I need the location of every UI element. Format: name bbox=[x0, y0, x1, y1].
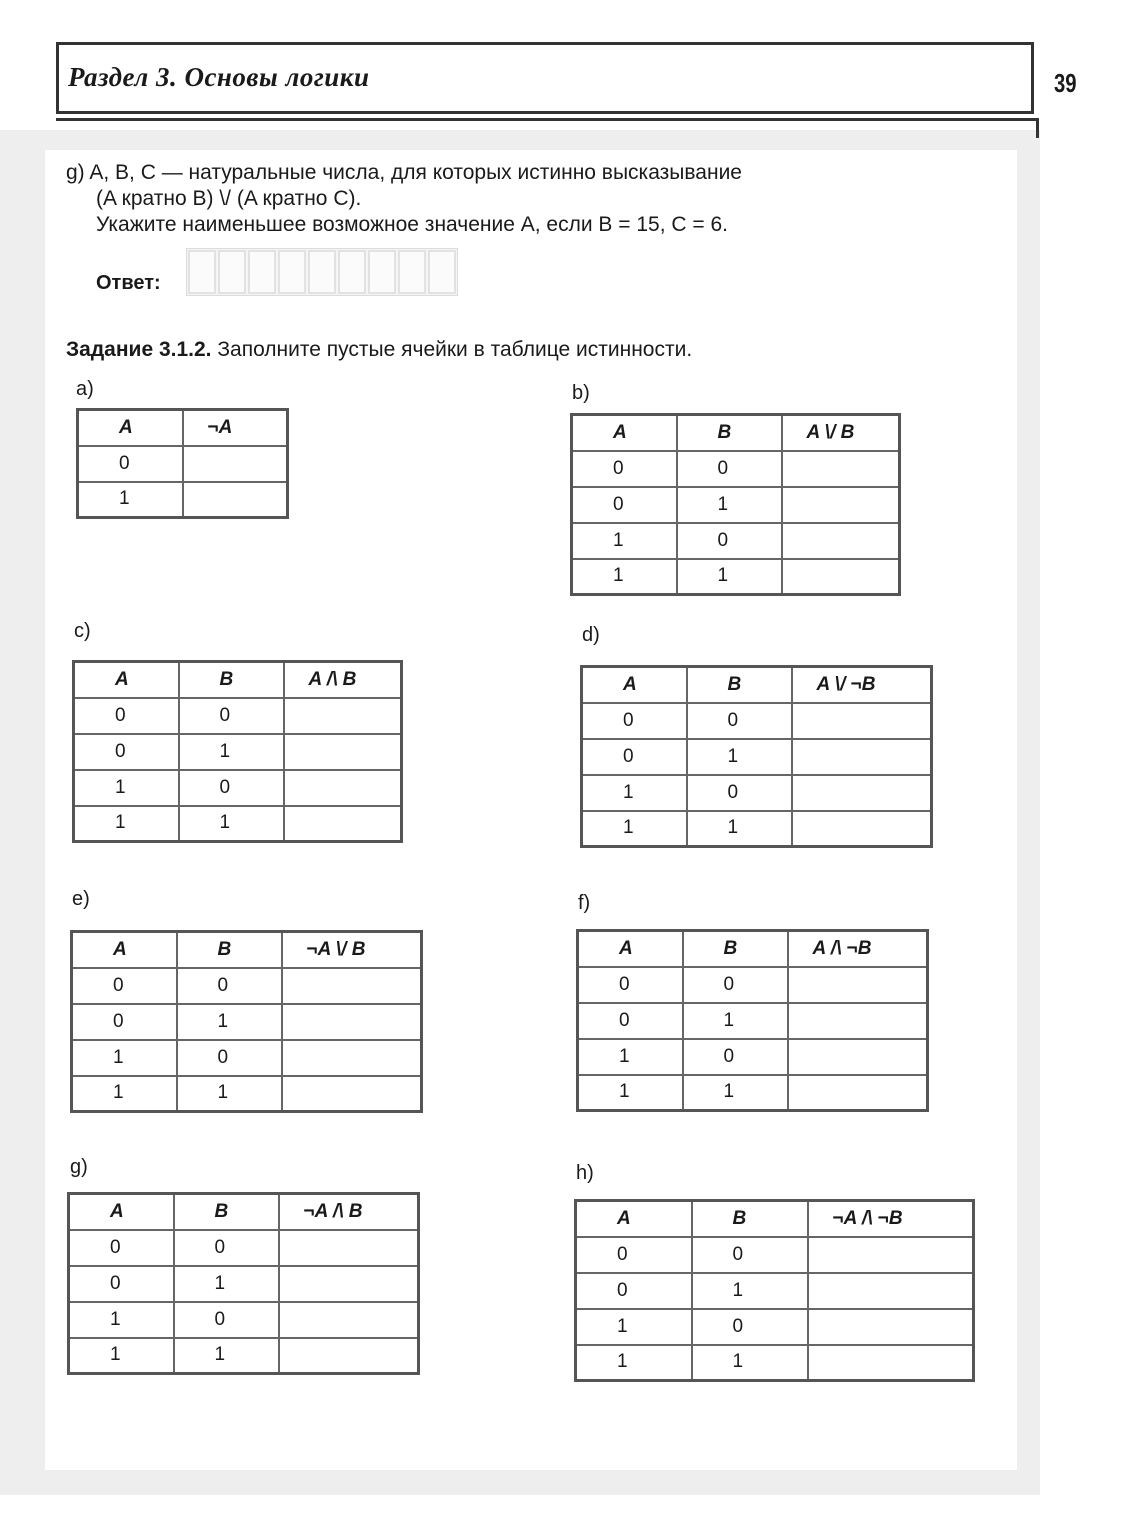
table-f-label: f) bbox=[578, 892, 591, 914]
answer-cell[interactable] bbox=[792, 775, 932, 811]
value-cell: 0 bbox=[179, 770, 284, 806]
table-g-label: g) bbox=[70, 1156, 88, 1178]
value-cell: 1 bbox=[174, 1338, 279, 1374]
value-cell: 1 bbox=[687, 739, 792, 775]
header-cell: ¬A \/ B bbox=[282, 932, 422, 968]
answer-cell[interactable] bbox=[338, 250, 366, 294]
answer-cell[interactable] bbox=[792, 703, 932, 739]
header-cell: A bbox=[576, 1201, 692, 1237]
answer-cell[interactable] bbox=[279, 1230, 419, 1266]
value-cell: 0 bbox=[582, 739, 687, 775]
answer-cell[interactable] bbox=[284, 698, 402, 734]
value-cell: 1 bbox=[177, 1076, 282, 1112]
header-cell: B bbox=[687, 667, 792, 703]
value-cell: 1 bbox=[576, 1345, 692, 1381]
value-cell: 1 bbox=[578, 1039, 683, 1075]
value-cell: 0 bbox=[578, 967, 683, 1003]
header-cell: ¬A /\ B bbox=[279, 1194, 419, 1230]
header-cell: B bbox=[683, 931, 788, 967]
value-cell: 1 bbox=[179, 806, 284, 842]
value-cell: 0 bbox=[677, 523, 782, 559]
answer-cell[interactable] bbox=[792, 739, 932, 775]
value-cell: 0 bbox=[677, 451, 782, 487]
value-cell: 1 bbox=[572, 523, 677, 559]
value-cell: 1 bbox=[692, 1273, 808, 1309]
value-cell: 1 bbox=[677, 559, 782, 595]
table-e-label: e) bbox=[72, 888, 90, 910]
value-cell: 1 bbox=[687, 811, 792, 847]
value-cell: 1 bbox=[69, 1302, 174, 1338]
value-cell: 0 bbox=[72, 1004, 177, 1040]
header-cell: A /\ B bbox=[284, 662, 402, 698]
value-cell: 0 bbox=[692, 1309, 808, 1345]
answer-cell[interactable] bbox=[218, 250, 246, 294]
answer-cell[interactable] bbox=[284, 806, 402, 842]
value-cell: 1 bbox=[582, 775, 687, 811]
value-cell: 0 bbox=[683, 1039, 788, 1075]
table-b-label: b) bbox=[572, 382, 590, 404]
value-cell: 0 bbox=[582, 703, 687, 739]
header-cell: B bbox=[179, 662, 284, 698]
header-cell: A bbox=[72, 932, 177, 968]
answer-cell[interactable] bbox=[279, 1338, 419, 1374]
header-tick bbox=[1036, 118, 1039, 138]
answer-cell[interactable] bbox=[282, 1076, 422, 1112]
value-cell: 0 bbox=[69, 1266, 174, 1302]
table-a-label: a) bbox=[76, 378, 94, 400]
answer-cell[interactable] bbox=[808, 1309, 974, 1345]
table-c-label: c) bbox=[74, 620, 91, 642]
section-title: Раздел 3. Основы логики bbox=[68, 62, 370, 92]
header-cell: A bbox=[578, 931, 683, 967]
value-cell: 1 bbox=[683, 1003, 788, 1039]
answer-cell[interactable] bbox=[183, 482, 288, 518]
value-cell: 0 bbox=[576, 1237, 692, 1273]
header-cell: B bbox=[177, 932, 282, 968]
value-cell: 0 bbox=[174, 1230, 279, 1266]
value-cell: 1 bbox=[74, 806, 179, 842]
answer-cell[interactable] bbox=[808, 1273, 974, 1309]
table-d-label: d) bbox=[582, 624, 600, 646]
value-cell: 1 bbox=[69, 1338, 174, 1374]
value-cell: 1 bbox=[582, 811, 687, 847]
answer-cell[interactable] bbox=[788, 1039, 928, 1075]
answer-cell[interactable] bbox=[278, 250, 306, 294]
truth-table-h bbox=[574, 1199, 975, 1382]
header-underline bbox=[56, 118, 1039, 121]
value-cell: 0 bbox=[683, 967, 788, 1003]
header-cell: B bbox=[677, 415, 782, 451]
answer-cell[interactable] bbox=[788, 967, 928, 1003]
answer-cell[interactable] bbox=[782, 451, 900, 487]
header-cell: B bbox=[174, 1194, 279, 1230]
truth-table-a bbox=[76, 408, 289, 519]
answer-cell[interactable] bbox=[282, 1004, 422, 1040]
header-cell: A bbox=[69, 1194, 174, 1230]
value-cell: 0 bbox=[572, 487, 677, 523]
value-cell: 0 bbox=[578, 1003, 683, 1039]
header-cell: B bbox=[692, 1201, 808, 1237]
page-number: 39 bbox=[1054, 68, 1077, 98]
value-cell: 1 bbox=[683, 1075, 788, 1111]
answer-cell[interactable] bbox=[782, 523, 900, 559]
value-cell: 0 bbox=[687, 703, 792, 739]
problem-g-line3: Укажите наименьшее возможное значение A, если B = 15, C = 6. bbox=[96, 213, 728, 236]
value-cell: 1 bbox=[72, 1040, 177, 1076]
answer-input[interactable] bbox=[186, 248, 458, 296]
answer-cell[interactable] bbox=[279, 1302, 419, 1338]
answer-cell[interactable] bbox=[284, 734, 402, 770]
answer-cell[interactable] bbox=[308, 250, 336, 294]
answer-cell[interactable] bbox=[808, 1237, 974, 1273]
value-cell: 1 bbox=[576, 1309, 692, 1345]
value-cell: 1 bbox=[72, 1076, 177, 1112]
value-cell: 1 bbox=[179, 734, 284, 770]
value-cell: 1 bbox=[177, 1004, 282, 1040]
truth-table-c bbox=[72, 660, 403, 843]
answer-cell[interactable] bbox=[282, 968, 422, 1004]
value-cell: 0 bbox=[692, 1237, 808, 1273]
header-cell: ¬A bbox=[183, 410, 288, 446]
header-cell: A bbox=[572, 415, 677, 451]
answer-cell[interactable] bbox=[428, 250, 456, 294]
answer-cell[interactable] bbox=[188, 250, 216, 294]
value-cell: 0 bbox=[174, 1302, 279, 1338]
value-cell: 1 bbox=[572, 559, 677, 595]
answer-cell[interactable] bbox=[368, 250, 396, 294]
value-cell: 1 bbox=[677, 487, 782, 523]
header-cell: A bbox=[78, 410, 183, 446]
header-cell: ¬A /\ ¬B bbox=[808, 1201, 974, 1237]
answer-cell[interactable] bbox=[279, 1266, 419, 1302]
answer-cell[interactable] bbox=[284, 770, 402, 806]
value-cell: 0 bbox=[69, 1230, 174, 1266]
answer-cell[interactable] bbox=[788, 1003, 928, 1039]
answer-cell[interactable] bbox=[248, 250, 276, 294]
answer-cell[interactable] bbox=[398, 250, 426, 294]
answer-label: Ответ: bbox=[96, 272, 161, 294]
answer-cell[interactable] bbox=[282, 1040, 422, 1076]
value-cell: 1 bbox=[578, 1075, 683, 1111]
value-cell: 0 bbox=[687, 775, 792, 811]
value-cell: 1 bbox=[74, 770, 179, 806]
value-cell: 1 bbox=[78, 482, 183, 518]
value-cell: 1 bbox=[692, 1345, 808, 1381]
value-cell: 0 bbox=[179, 698, 284, 734]
answer-cell[interactable] bbox=[782, 487, 900, 523]
header-cell: A bbox=[582, 667, 687, 703]
truth-table-d bbox=[580, 665, 933, 848]
value-cell: 0 bbox=[74, 698, 179, 734]
value-cell: 0 bbox=[72, 968, 177, 1004]
task-heading bbox=[66, 338, 692, 362]
value-cell: 1 bbox=[174, 1266, 279, 1302]
answer-cell[interactable] bbox=[782, 559, 900, 595]
truth-table-b bbox=[570, 413, 901, 596]
task-text: Заполните пустые ячейки в таблице истинности. bbox=[217, 338, 693, 361]
header-cell: A \/ ¬B bbox=[792, 667, 932, 703]
answer-cell[interactable] bbox=[808, 1345, 974, 1381]
header-cell: A /\ ¬B bbox=[788, 931, 928, 967]
value-cell: 0 bbox=[78, 446, 183, 482]
truth-table-f bbox=[576, 929, 929, 1112]
value-cell: 0 bbox=[576, 1273, 692, 1309]
value-cell: 0 bbox=[177, 968, 282, 1004]
value-cell: 0 bbox=[177, 1040, 282, 1076]
answer-cell[interactable] bbox=[792, 811, 932, 847]
header-cell: A \/ B bbox=[782, 415, 900, 451]
truth-table-g bbox=[67, 1192, 420, 1375]
problem-g-line1: g) A, B, C — натуральные числа, для которых истинно высказывание bbox=[66, 161, 742, 184]
value-cell: 0 bbox=[572, 451, 677, 487]
table-h-label: h) bbox=[576, 1162, 594, 1184]
answer-cell[interactable] bbox=[183, 446, 288, 482]
problem-g-line2: (A кратно B) \/ (A кратно C). bbox=[96, 187, 362, 210]
header-cell: A bbox=[74, 662, 179, 698]
answer-cell[interactable] bbox=[788, 1075, 928, 1111]
task-number: Задание 3.1.2. bbox=[66, 338, 212, 361]
value-cell: 0 bbox=[74, 734, 179, 770]
truth-table-e bbox=[70, 930, 423, 1113]
